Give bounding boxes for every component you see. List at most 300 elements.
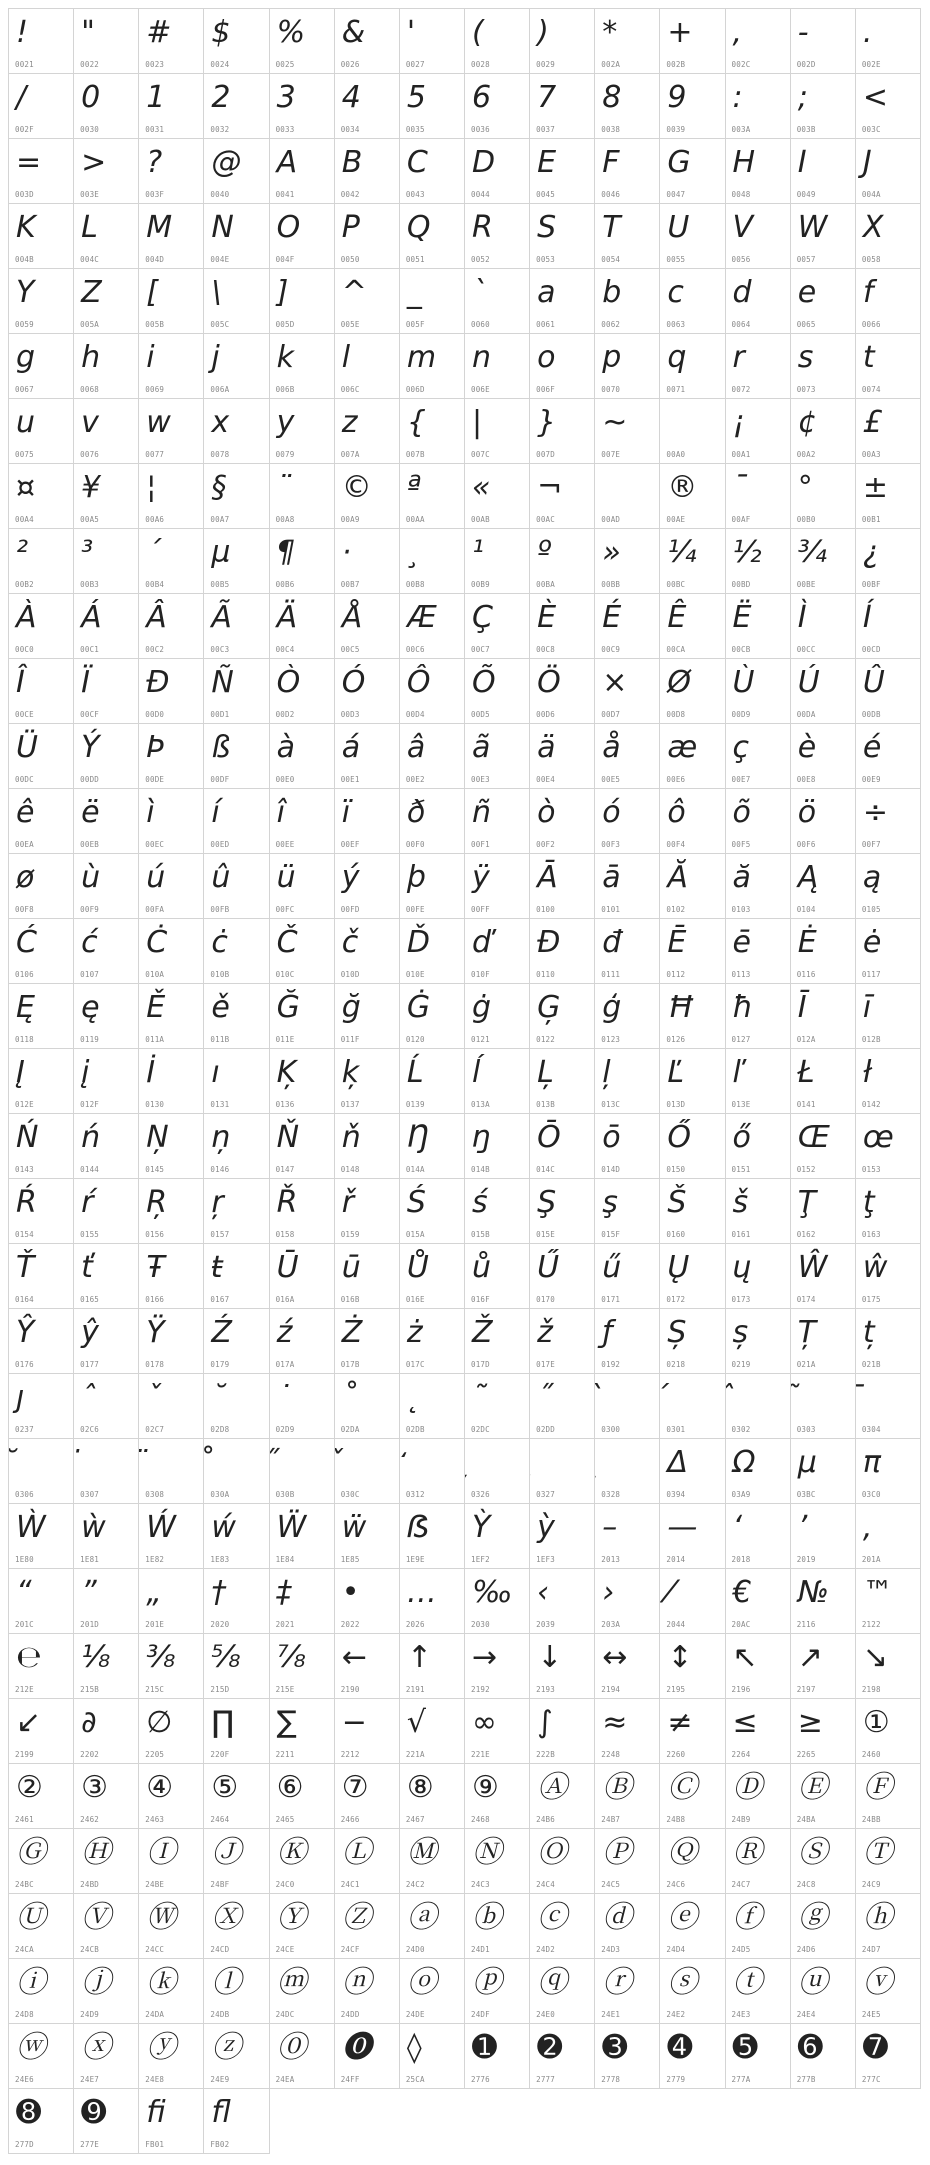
glyph-codepoint: 0068 xyxy=(80,385,100,394)
glyph-cell xyxy=(530,1634,595,1699)
glyph-cell xyxy=(791,659,856,724)
glyph-character: ņ xyxy=(211,1120,231,1155)
glyph-cell xyxy=(9,1764,74,1829)
glyph-cell xyxy=(204,74,269,139)
glyph-codepoint: 003B xyxy=(796,125,816,134)
glyph-cell xyxy=(335,789,400,854)
glyph-cell xyxy=(270,1829,335,1894)
glyph-codepoint: 00A8 xyxy=(275,515,295,524)
glyph-codepoint: 010D xyxy=(340,970,360,979)
glyph-codepoint: 277B xyxy=(796,2075,816,2084)
glyph-codepoint: 203A xyxy=(601,1620,621,1629)
glyph-cell xyxy=(791,1114,856,1179)
glyph-cell xyxy=(595,1569,660,1634)
glyph-character: Ł xyxy=(797,1055,815,1090)
glyph-character: Ⓗ xyxy=(81,1835,112,1870)
glyph-character: Ě xyxy=(146,990,166,1025)
glyph-character: Ć xyxy=(16,925,37,960)
glyph-cell xyxy=(139,464,204,529)
glyph-character: ‰ xyxy=(471,1575,513,1610)
glyph-character: Δ xyxy=(667,1445,688,1480)
glyph-character: Ċ xyxy=(146,925,168,960)
glyph-cell xyxy=(465,1569,530,1634)
glyph-cell xyxy=(204,854,269,919)
glyph-codepoint: 003C xyxy=(861,125,881,134)
glyph-codepoint: 2019 xyxy=(796,1555,816,1564)
glyph-character: № xyxy=(797,1575,829,1610)
glyph-codepoint: 215B xyxy=(80,1685,100,1694)
glyph-character: Ⓢ xyxy=(797,1835,828,1870)
glyph-cell xyxy=(660,9,725,74)
glyph-cell xyxy=(270,1179,335,1244)
glyph-codepoint: 0218 xyxy=(666,1360,686,1369)
glyph-codepoint: 24D3 xyxy=(601,1945,621,1954)
glyph-cell xyxy=(400,1959,465,2024)
glyph-codepoint: 2461 xyxy=(15,1815,34,1824)
glyph-character: ļ xyxy=(602,1055,611,1090)
glyph-codepoint: 0164 xyxy=(15,1295,34,1304)
glyph-character: Ī xyxy=(797,990,807,1025)
glyph-codepoint: 016B xyxy=(340,1295,360,1304)
glyph-codepoint: 24C8 xyxy=(796,1880,816,1889)
glyph-character: ī xyxy=(862,990,872,1025)
glyph-character: T xyxy=(602,210,621,245)
glyph-cell xyxy=(400,1504,465,1569)
glyph-codepoint: 00E9 xyxy=(861,775,881,784)
glyph-character: ø xyxy=(16,860,35,895)
glyph-cell xyxy=(74,1504,139,1569)
glyph-character: ř xyxy=(341,1185,355,1220)
glyph-character: Ⓞ xyxy=(537,1835,568,1870)
glyph-character: ~ xyxy=(602,405,628,440)
glyph-character: ě xyxy=(211,990,230,1025)
glyph-codepoint: 013C xyxy=(601,1100,621,1109)
glyph-character: ⓗ xyxy=(862,1900,893,1935)
glyph-character: ¢ xyxy=(797,405,817,440)
glyph-cell xyxy=(335,1634,400,1699)
glyph-character: â xyxy=(406,730,426,765)
glyph-cell xyxy=(856,594,921,659)
glyph-character: − xyxy=(341,1705,367,1740)
glyph-cell xyxy=(74,2024,139,2089)
glyph-codepoint: 24E4 xyxy=(796,2010,816,2019)
glyph-character: ň xyxy=(341,1120,361,1155)
glyph-character: & xyxy=(341,15,366,50)
glyph-character: Ⓩ xyxy=(341,1900,372,1935)
glyph-character: ﬂ xyxy=(211,2095,231,2130)
glyph-cell xyxy=(660,1114,725,1179)
glyph-codepoint: 005D xyxy=(275,320,295,329)
glyph-codepoint: 0174 xyxy=(796,1295,816,1304)
glyph-cell xyxy=(530,139,595,204)
glyph-cell xyxy=(400,659,465,724)
glyph-codepoint: 00BF xyxy=(861,580,881,589)
glyph-character: ō xyxy=(602,1120,621,1155)
glyph-cell xyxy=(595,1764,660,1829)
glyph-character: ş xyxy=(602,1185,618,1220)
glyph-cell xyxy=(726,1114,791,1179)
glyph-codepoint: 007B xyxy=(405,450,425,459)
glyph-cell xyxy=(74,854,139,919)
glyph-codepoint: 00A1 xyxy=(731,450,751,459)
glyph-cell xyxy=(74,334,139,399)
glyph-cell xyxy=(856,1179,921,1244)
glyph-character: Q xyxy=(406,210,431,245)
glyph-cell xyxy=(465,74,530,139)
glyph-character: ⅜ xyxy=(146,1640,176,1675)
glyph-codepoint: 24C6 xyxy=(666,1880,686,1889)
glyph-codepoint: 021B xyxy=(861,1360,881,1369)
glyph-codepoint: 2463 xyxy=(145,1815,165,1824)
glyph-cell xyxy=(270,74,335,139)
glyph-codepoint: 0057 xyxy=(796,255,816,264)
glyph-character: 8 xyxy=(602,80,622,115)
glyph-codepoint: 0312 xyxy=(405,1490,425,1499)
glyph-cell xyxy=(595,1699,660,1764)
glyph-codepoint: 0102 xyxy=(666,905,686,914)
glyph-cell xyxy=(400,1049,465,1114)
glyph-cell xyxy=(270,1569,335,1634)
glyph-cell xyxy=(660,1829,725,1894)
glyph-codepoint: 00B0 xyxy=(796,515,816,524)
glyph-character: ⓖ xyxy=(797,1900,828,1935)
glyph-codepoint: 002A xyxy=(601,60,621,69)
glyph-codepoint: 24E1 xyxy=(601,2010,621,2019)
glyph-cell xyxy=(270,1439,335,1504)
glyph-cell xyxy=(726,1244,791,1309)
glyph-cell xyxy=(139,724,204,789)
glyph-codepoint: 0067 xyxy=(15,385,34,394)
glyph-codepoint: 005B xyxy=(145,320,165,329)
glyph-character: ⓠ xyxy=(537,1965,568,2000)
glyph-cell xyxy=(400,2024,465,2089)
glyph-cell xyxy=(791,74,856,139)
glyph-cell xyxy=(530,659,595,724)
glyph-cell xyxy=(660,1894,725,1959)
glyph-character: e xyxy=(797,275,817,310)
glyph-cell xyxy=(726,1049,791,1114)
glyph-character: ½ xyxy=(732,535,762,570)
glyph-cell xyxy=(726,1504,791,1569)
glyph-cell xyxy=(530,1699,595,1764)
glyph-character: ș xyxy=(732,1315,749,1350)
glyph-codepoint: 277C xyxy=(861,2075,881,2084)
glyph-cell xyxy=(9,919,74,984)
glyph-character: Ų xyxy=(667,1250,690,1285)
glyph-cell xyxy=(660,659,725,724)
glyph-character: Æ xyxy=(406,600,437,635)
glyph-codepoint: 0079 xyxy=(275,450,295,459)
glyph-cell xyxy=(726,1374,791,1439)
glyph-cell xyxy=(726,1439,791,1504)
glyph-character: Ⓐ xyxy=(537,1770,568,1805)
glyph-codepoint: 2778 xyxy=(601,2075,621,2084)
glyph-character: ¾ xyxy=(797,535,827,570)
glyph-cell xyxy=(726,74,791,139)
glyph-character: U xyxy=(667,210,690,245)
glyph-cell xyxy=(400,724,465,789)
glyph-codepoint: 24CB xyxy=(80,1945,100,1954)
glyph-codepoint: 24BC xyxy=(15,1880,34,1889)
glyph-character: ź xyxy=(276,1315,293,1350)
glyph-character: ü xyxy=(276,860,296,895)
glyph-character: ➋ xyxy=(537,2030,563,2065)
glyph-codepoint: 24E2 xyxy=(666,2010,686,2019)
glyph-codepoint: 011F xyxy=(340,1035,360,1044)
glyph-codepoint: 0176 xyxy=(15,1360,34,1369)
glyph-cell xyxy=(9,1439,74,1504)
glyph-codepoint: 0147 xyxy=(275,1165,295,1174)
glyph-character: ˆ xyxy=(81,1380,97,1415)
glyph-codepoint: 00E3 xyxy=(470,775,490,784)
glyph-codepoint: 0100 xyxy=(536,905,555,914)
glyph-cell xyxy=(791,1049,856,1114)
glyph-codepoint: 0041 xyxy=(275,190,295,199)
glyph-character: G xyxy=(667,145,691,180)
glyph-cell xyxy=(204,1829,269,1894)
glyph-cell xyxy=(74,464,139,529)
glyph-codepoint: 002C xyxy=(731,60,751,69)
glyph-codepoint: 0145 xyxy=(145,1165,165,1174)
glyph-character: Ð xyxy=(146,665,170,700)
glyph-codepoint: 24EA xyxy=(275,2075,295,2084)
glyph-codepoint: 00A6 xyxy=(145,515,165,524)
glyph-codepoint: 006F xyxy=(536,385,555,394)
glyph-character: Ĺ xyxy=(406,1055,424,1090)
glyph-cell xyxy=(726,1569,791,1634)
glyph-character: Ⓑ xyxy=(602,1770,633,1805)
glyph-codepoint: 0155 xyxy=(80,1230,100,1239)
glyph-codepoint: 1E83 xyxy=(210,1555,230,1564)
glyph-cell xyxy=(400,1439,465,1504)
glyph-character: Ⓦ xyxy=(146,1900,177,1935)
glyph-cell xyxy=(204,1504,269,1569)
glyph-character: ŵ xyxy=(862,1250,888,1285)
glyph-codepoint: 0024 xyxy=(210,60,230,69)
glyph-cell xyxy=(74,1114,139,1179)
glyph-character: Þ xyxy=(146,730,165,765)
glyph-character: ˇ xyxy=(146,1380,162,1415)
glyph-codepoint: 1E80 xyxy=(15,1555,34,1564)
glyph-codepoint: 2197 xyxy=(796,1685,816,1694)
glyph-codepoint: 24E5 xyxy=(861,2010,881,2019)
glyph-cell xyxy=(9,2089,74,2154)
glyph-character: 4 xyxy=(341,80,361,115)
glyph-cell xyxy=(856,659,921,724)
glyph-cell xyxy=(530,1569,595,1634)
glyph-cell xyxy=(791,919,856,984)
glyph-codepoint: 24BE xyxy=(145,1880,165,1889)
glyph-character: è xyxy=(797,730,817,765)
glyph-character: ⓑ xyxy=(471,1900,502,1935)
glyph-codepoint: 00E6 xyxy=(666,775,686,784)
glyph-codepoint: 014C xyxy=(536,1165,555,1174)
glyph-character: k xyxy=(276,340,294,375)
glyph-character: b xyxy=(602,275,622,310)
glyph-codepoint: 2018 xyxy=(731,1555,751,1564)
glyph-codepoint: 0136 xyxy=(275,1100,295,1109)
glyph-character: • xyxy=(341,1575,360,1610)
glyph-cell xyxy=(74,2089,139,2154)
glyph-cell xyxy=(139,1959,204,2024)
glyph-cell xyxy=(74,1439,139,1504)
glyph-codepoint: 0107 xyxy=(80,970,100,979)
glyph-codepoint: 0307 xyxy=(80,1490,100,1499)
glyph-character: ≠ xyxy=(667,1705,693,1740)
glyph-cell xyxy=(9,984,74,1049)
glyph-codepoint: 0028 xyxy=(470,60,490,69)
glyph-cell xyxy=(660,789,725,854)
glyph-codepoint: 02D8 xyxy=(210,1425,230,1434)
glyph-cell xyxy=(530,1049,595,1114)
glyph-cell xyxy=(335,1699,400,1764)
glyph-character: ȷ xyxy=(16,1380,25,1415)
glyph-codepoint: 005C xyxy=(210,320,230,329)
glyph-codepoint: 2777 xyxy=(536,2075,555,2084)
glyph-character: Ħ xyxy=(667,990,695,1025)
glyph-codepoint: 00F9 xyxy=(80,905,100,914)
glyph-codepoint: 0105 xyxy=(861,905,881,914)
glyph-character: ↗ xyxy=(797,1640,823,1675)
glyph-character: ↕ xyxy=(667,1640,693,1675)
glyph-codepoint: 24CD xyxy=(210,1945,230,1954)
glyph-character: B xyxy=(341,145,363,180)
glyph-codepoint: 24E7 xyxy=(80,2075,100,2084)
glyph-codepoint: 221A xyxy=(405,1750,425,1759)
glyph-character: ⓛ xyxy=(211,1965,242,2000)
glyph-cell xyxy=(335,984,400,1049)
glyph-codepoint: 00E4 xyxy=(536,775,555,784)
glyph-cell xyxy=(335,1959,400,2024)
glyph-cell xyxy=(139,1764,204,1829)
glyph-cell xyxy=(335,1439,400,1504)
glyph-codepoint: 222B xyxy=(536,1750,555,1759)
glyph-cell xyxy=(9,1049,74,1114)
glyph-character: † xyxy=(211,1575,227,1610)
glyph-character: ® xyxy=(667,470,698,505)
glyph-cell xyxy=(791,1569,856,1634)
glyph-codepoint: 004D xyxy=(145,255,165,264)
glyph-character: ∅ xyxy=(146,1705,173,1740)
glyph-character: Ń xyxy=(16,1120,39,1155)
glyph-character: → xyxy=(471,1640,498,1675)
glyph-grid xyxy=(8,8,921,2154)
glyph-codepoint: 0162 xyxy=(796,1230,816,1239)
glyph-cell xyxy=(791,1244,856,1309)
glyph-character: 5 xyxy=(406,80,426,115)
glyph-character: Ą xyxy=(797,860,819,895)
glyph-codepoint: 0104 xyxy=(796,905,816,914)
glyph-codepoint: 014A xyxy=(405,1165,425,1174)
glyph-cell xyxy=(400,1699,465,1764)
glyph-character: ß xyxy=(211,730,231,765)
glyph-character: ≈ xyxy=(602,1705,628,1740)
glyph-character: π xyxy=(862,1445,881,1480)
glyph-character: ⓘ xyxy=(16,1965,46,2000)
glyph-codepoint: 002B xyxy=(666,60,686,69)
glyph-codepoint: 00E7 xyxy=(731,775,751,784)
glyph-codepoint: 2039 xyxy=(536,1620,555,1629)
glyph-character: ś xyxy=(471,1185,488,1220)
glyph-character: ; xyxy=(797,80,808,115)
glyph-character: ẞ xyxy=(406,1510,430,1545)
glyph-codepoint: 00DF xyxy=(210,775,230,784)
glyph-codepoint: 0037 xyxy=(536,125,555,134)
glyph-codepoint: 00B1 xyxy=(861,515,881,524)
glyph-codepoint: 00C1 xyxy=(80,645,100,654)
glyph-cell xyxy=(595,659,660,724)
glyph-codepoint: 00A9 xyxy=(340,515,360,524)
glyph-codepoint: 003A xyxy=(731,125,751,134)
glyph-cell xyxy=(595,1179,660,1244)
glyph-codepoint: 24C7 xyxy=(731,1880,751,1889)
glyph-codepoint: 02DD xyxy=(536,1425,555,1434)
glyph-cell xyxy=(270,854,335,919)
glyph-character: ⓜ xyxy=(276,1965,307,2000)
glyph-cell xyxy=(791,724,856,789)
glyph-codepoint: 017B xyxy=(340,1360,360,1369)
glyph-character: ⓔ xyxy=(667,1900,698,1935)
glyph-codepoint: 00DD xyxy=(80,775,100,784)
glyph-character: ③ xyxy=(81,1770,109,1805)
glyph-cell xyxy=(335,269,400,334)
glyph-cell xyxy=(530,399,595,464)
glyph-codepoint: 014B xyxy=(470,1165,490,1174)
glyph-codepoint: 2202 xyxy=(80,1750,100,1759)
glyph-character: É xyxy=(602,600,622,635)
glyph-character: “ xyxy=(16,1575,32,1610)
glyph-character: P xyxy=(341,210,360,245)
glyph-character: ä xyxy=(537,730,556,765)
glyph-cell xyxy=(204,1244,269,1309)
glyph-codepoint: 00FC xyxy=(275,905,295,914)
glyph-codepoint: 2465 xyxy=(275,1815,295,1824)
glyph-character: ð xyxy=(406,795,426,830)
glyph-character: ≤ xyxy=(732,1705,758,1740)
glyph-codepoint: 00F3 xyxy=(601,840,621,849)
glyph-character: Ü xyxy=(16,730,38,765)
glyph-cell xyxy=(204,594,269,659)
glyph-character: Ⓛ xyxy=(341,1835,372,1870)
glyph-codepoint: 0127 xyxy=(731,1035,751,1044)
glyph-codepoint: 02DB xyxy=(405,1425,425,1434)
glyph-codepoint: 220F xyxy=(210,1750,230,1759)
glyph-character: ⅞ xyxy=(276,1640,306,1675)
glyph-cell xyxy=(791,984,856,1049)
glyph-codepoint: 00CC xyxy=(796,645,816,654)
glyph-character: m xyxy=(406,340,437,375)
glyph-codepoint: 0179 xyxy=(210,1360,230,1369)
glyph-character: Ġ xyxy=(406,990,431,1025)
glyph-character: = xyxy=(16,145,42,180)
glyph-cell xyxy=(791,1829,856,1894)
glyph-cell xyxy=(465,399,530,464)
glyph-cell xyxy=(530,1114,595,1179)
glyph-cell xyxy=(791,399,856,464)
glyph-cell xyxy=(9,204,74,269)
glyph-character: º xyxy=(537,535,552,570)
glyph-character: ę xyxy=(81,990,100,1025)
glyph-codepoint: 00CF xyxy=(80,710,100,719)
glyph-codepoint: 1EF3 xyxy=(536,1555,555,1564)
glyph-character: @ xyxy=(211,145,242,180)
glyph-character: ³ xyxy=(81,535,94,570)
glyph-cell xyxy=(74,1179,139,1244)
glyph-codepoint: 24BF xyxy=(210,1880,230,1889)
glyph-cell xyxy=(270,1764,335,1829)
glyph-character: ů xyxy=(471,1250,491,1285)
glyph-character: Š xyxy=(667,1185,687,1220)
